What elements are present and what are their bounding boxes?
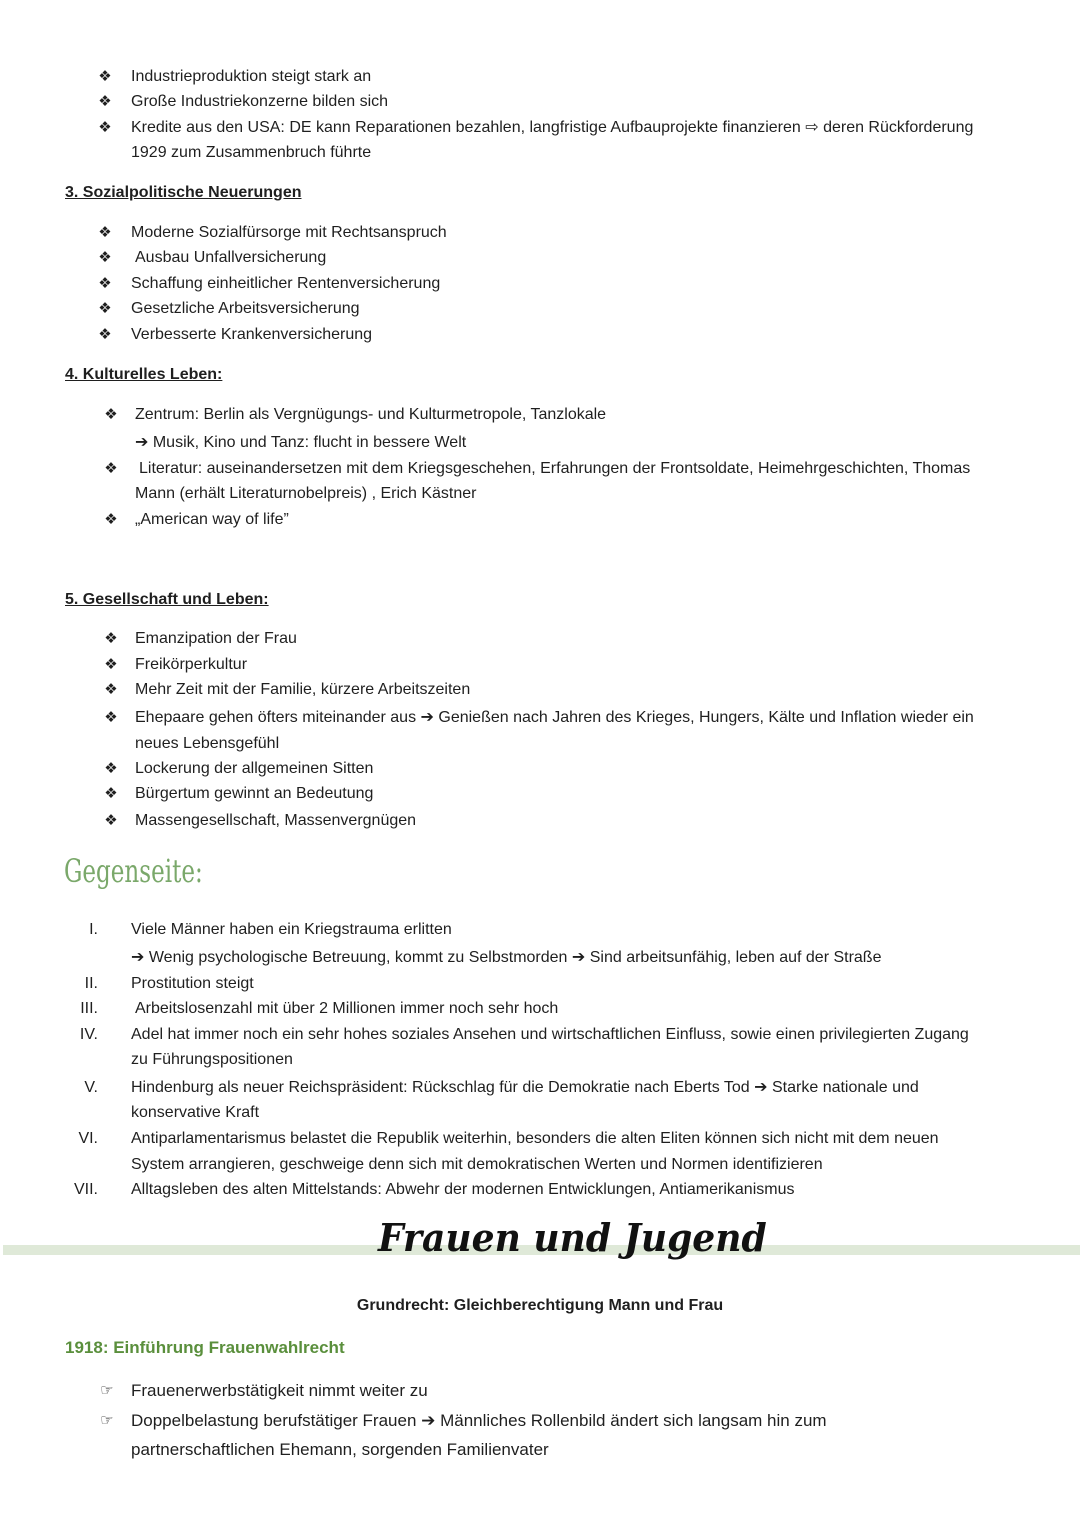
- list-item: Moderne Sozialfürsorge mit Rechtsanspruch: [131, 224, 447, 241]
- list-item: „American way of life”: [135, 511, 289, 528]
- grundrecht-statement: Grundrecht: Gleichberechtigung Mann und Frau: [356, 1297, 724, 1314]
- bullet-icon: ❖: [98, 93, 112, 110]
- list-item-continuation: zu Führungspositionen: [131, 1051, 293, 1068]
- list-item: Viele Männer haben ein Kriegstrauma erlitten: [131, 921, 452, 938]
- list-item-subpoint: ➔ Wenig psychologische Betreuung, kommt zu Selbstmorden ➔ Sind arbeitsunfähig, leben auf der Straße: [131, 949, 882, 966]
- list-item-subpoint: ➔ Musik, Kino und Tanz: flucht in bessere Welt: [135, 434, 467, 451]
- list-item: Gesetzliche Arbeitsversicherung: [131, 300, 360, 317]
- bullet-icon: ❖: [104, 460, 118, 477]
- list-item: Emanzipation der Frau: [135, 630, 297, 647]
- bullet-icon: ❖: [104, 760, 118, 777]
- list-item: Massengesellschaft, Massenvergnügen: [135, 812, 417, 829]
- list-item: Kredite aus den USA: DE kann Reparationen bezahlen, langfristige Aufbauprojekte finanzieren ⇨ deren Rückforderung: [131, 119, 974, 136]
- list-item: Mehr Zeit mit der Familie, kürzere Arbeitszeiten: [135, 681, 471, 698]
- roman-numeral: III.: [80, 1000, 98, 1017]
- list-item: Adel hat immer noch ein sehr hohes soziales Ansehen und wirtschaftlichen Einfluss, sowie einen privilegierten Zugang: [131, 1026, 969, 1043]
- list-item: Antiparlamentarismus belastet die Republik weiterhin, besonders die alten Eliten können sich nicht mit dem neuen: [131, 1130, 939, 1147]
- pointing-hand-icon: ☞: [100, 1382, 114, 1399]
- bullet-icon: ❖: [98, 68, 112, 85]
- pointing-hand-icon: ☞: [100, 1412, 114, 1429]
- bullet-icon: ❖: [104, 511, 118, 528]
- list-item: Bürgertum gewinnt an Bedeutung: [135, 785, 374, 802]
- section-3-heading: 3. Sozialpolitische Neuerungen: [65, 184, 302, 201]
- section-4-heading: 4. Kulturelles Leben:: [65, 366, 223, 383]
- bullet-icon: ❖: [98, 326, 112, 343]
- list-item: Verbesserte Krankenversicherung: [131, 326, 373, 343]
- roman-numeral: V.: [84, 1079, 98, 1096]
- bullet-icon: ❖: [98, 300, 112, 317]
- roman-numeral: VI.: [78, 1130, 98, 1147]
- list-item: Ausbau Unfallversicherung: [135, 249, 327, 266]
- frauenwahlrecht-heading: 1918: Einführung Frauenwahlrecht: [65, 1338, 345, 1357]
- list-item-continuation: konservative Kraft: [131, 1104, 260, 1121]
- list-item: Lockerung der allgemeinen Sitten: [135, 760, 374, 777]
- list-item: Frauenerwerbstätigkeit nimmt weiter zu: [131, 1381, 428, 1400]
- list-item: Arbeitslosenzahl mit über 2 Millionen immer noch sehr hoch: [135, 1000, 559, 1017]
- list-item: Hindenburg als neuer Reichspräsident: Rückschlag für die Demokratie nach Eberts Tod ➔ Starke nationale und: [131, 1079, 919, 1096]
- list-item: Große Industriekonzerne bilden sich: [131, 93, 389, 110]
- list-item: Literatur: auseinandersetzen mit dem Kriegsgeschehen, Erfahrungen der Frontsoldate, Heimehrgeschichten, Thomas: [139, 460, 971, 477]
- list-item-continuation: 1929 zum Zusammenbruch führte: [131, 144, 372, 161]
- section-5-heading: 5. Gesellschaft und Leben:: [65, 591, 269, 608]
- bullet-icon: ❖: [104, 630, 118, 647]
- roman-numeral: II.: [84, 975, 98, 992]
- roman-numeral: IV.: [79, 1026, 98, 1043]
- list-item-continuation: Mann (erhält Literaturnobelpreis) , Erich Kästner: [135, 485, 477, 502]
- roman-numeral: VII.: [73, 1181, 98, 1198]
- list-item: Doppelbelastung berufstätiger Frauen ➔ Männliches Rollenbild ändert sich langsam hin zum: [131, 1411, 827, 1430]
- list-item: Alltagsleben des alten Mittelstands: Abwehr der modernen Entwicklungen, Antiamerikanismus: [131, 1181, 795, 1198]
- list-item: Ehepaare gehen öfters miteinander aus ➔ Genießen nach Jahren des Krieges, Hungers, Kälte und Inflation wieder ein: [135, 709, 974, 726]
- list-item: Zentrum: Berlin als Vergnügungs- und Kulturmetropole, Tanzlokale: [135, 406, 607, 423]
- bullet-icon: ❖: [104, 709, 118, 726]
- list-item-continuation: partnerschaftlichen Ehemann, sorgenden Familienvater: [131, 1440, 549, 1459]
- frauen-jugend-title: Frauen und Jugend: [378, 1215, 767, 1260]
- bullet-icon: ❖: [104, 406, 118, 423]
- bullet-icon: ❖: [104, 812, 118, 829]
- list-item-continuation: System arrangieren, geschweige denn sich mit demokratischen Werten und Normen identifizieren: [131, 1156, 823, 1173]
- list-item: Schaffung einheitlicher Rentenversicherung: [131, 275, 441, 292]
- bullet-icon: ❖: [104, 785, 118, 802]
- bullet-icon: ❖: [98, 224, 112, 241]
- bullet-icon: ❖: [104, 681, 118, 698]
- gegenseite-title: Gegenseite:: [64, 852, 203, 890]
- list-item: Industrieproduktion steigt stark an: [131, 68, 372, 85]
- list-item: Prostitution steigt: [131, 975, 254, 992]
- bullet-icon: ❖: [98, 119, 112, 136]
- bullet-icon: ❖: [104, 656, 118, 673]
- bullet-icon: ❖: [98, 275, 112, 292]
- list-item: Freikörperkultur: [135, 656, 248, 673]
- bullet-icon: ❖: [98, 249, 112, 266]
- list-item-continuation: neues Lebensgefühl: [135, 735, 280, 752]
- roman-numeral: I.: [89, 921, 98, 938]
